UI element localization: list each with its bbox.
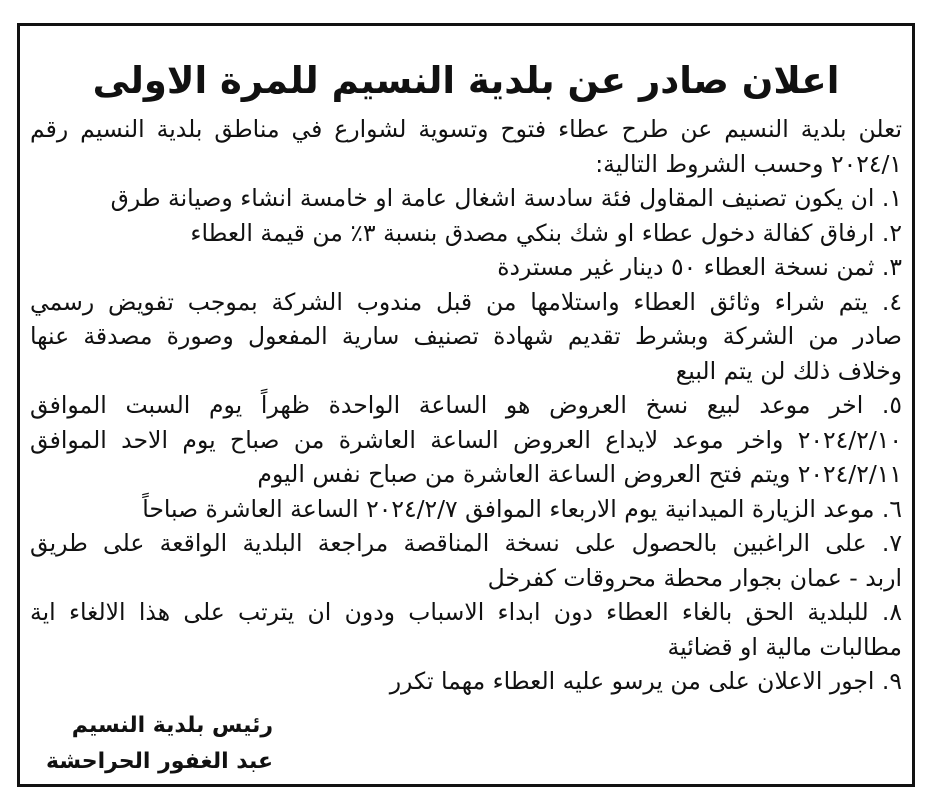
notice-title: اعلان صادر عن بلدية النسيم للمرة الاولى (92, 59, 840, 102)
notice-line: ٧. على الراغبين بالحصول على نسخة المناقصة مراجعة البلدية الواقعة على طريق (30, 529, 902, 557)
notice-line: وخلاف ذلك لن يتم البيع (675, 356, 902, 385)
notice-line: ٢٠٢٤/٢/١١ ويتم فتح العروض الساعة العاشرة من صباح نفس اليوم (257, 460, 902, 488)
notice-line: تعلن بلدية النسيم عن طرح عطاء فتوح وتسوية لشوارع في مناطق بلدية النسيم رقم (30, 115, 902, 143)
notice-line: ٢٠٢٤/٢/١٠ واخر موعد لايداع العروض الساعة العاشرة من صباح يوم الاحد الموافق (30, 425, 902, 454)
notice-line: ٦. موعد الزيارة الميدانية يوم الاربعاء الموافق ٢٠٢٤/٢/٧ الساعة العاشرة صباحاً (142, 494, 902, 523)
signature-block (46, 708, 273, 780)
notice-line: مطالبات مالية او قضائية (667, 632, 902, 661)
notice-line: ١. ان يكون تصنيف المقاول فئة سادسة اشغال عامة او خامسة انشاء وصيانة طرق (110, 184, 902, 212)
notice-body (30, 112, 902, 699)
notice-line: ٩. اجور الاعلان على من يرسو عليه العطاء مهما تكرر (389, 667, 902, 695)
notice-frame (17, 23, 915, 787)
notice-line: ٢٠٢٤/١ وحسب الشروط التالية: (595, 149, 902, 178)
notice-line: ٥. اخر موعد لبيع نسخ العروض هو الساعة الواحدة ظهراً يوم السبت الموافق (30, 391, 902, 419)
notice-line: ٤. يتم شراء وثائق العطاء واستلامها من قبل مندوب الشركة بموجب تفويض رسمي (30, 287, 902, 316)
signature-name: عبد الغفور الحراحشة (46, 749, 274, 774)
notice-line: ٢. ارفاق كفالة دخول عطاء او شك بنكي مصدق بنسبة ٣٪ من قيمة العطاء (190, 218, 902, 247)
signature-role: رئيس بلدية النسيم (71, 713, 274, 738)
notice-line: ٨. للبلدية الحق بالغاء العطاء دون ابداء الاسباب ودون ان يترتب على هذا الالغاء اية (30, 598, 902, 626)
notice-line: صادر من الشركة وبشرط تقديم شهادة تصنيف سارية المفعول وصورة مصدقة عنها (30, 322, 902, 350)
notice-line: اربد - عمان بجوار محطة محروقات كفرخل (487, 563, 902, 592)
notice-line: ٣. ثمن نسخة العطاء ٥٠ دينار غير مستردة (497, 253, 902, 281)
